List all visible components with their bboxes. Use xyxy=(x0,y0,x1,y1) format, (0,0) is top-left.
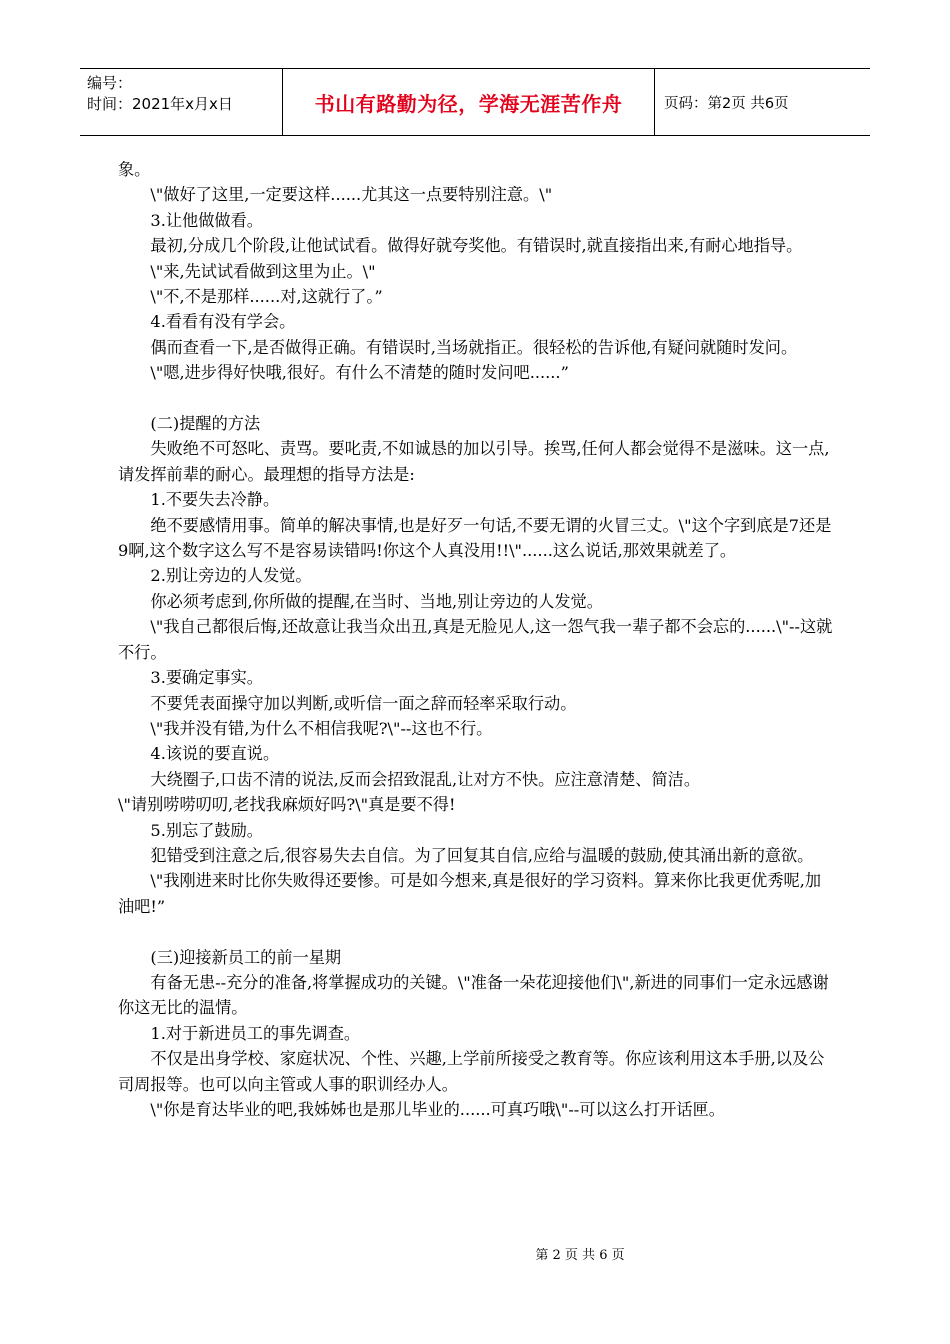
document-number: 编号： xyxy=(87,74,133,92)
paragraph: 不仅是出身学校、家庭状况、个性、兴趣,上学前所接受之教育等。你应该利用这本手册,以及公司周报等。也可以向主管或人事的职训经办人。 xyxy=(118,1049,825,1094)
paragraph: 犯错受到注意之后,很容易失去自信。为了回复其自信,应给与温暖的鼓励,使其涌出新的意欲。 xyxy=(150,845,814,865)
text-line: 象。 xyxy=(118,160,151,179)
list-heading: 4.该说的要直说。 xyxy=(150,744,280,764)
quote-line: \"我自己都很后悔,还故意让我当众出丑,真是无脸见人,这一怨气我一辈子都不会忘的......\"--这就不行。 xyxy=(118,617,833,662)
paragraph: 绝不要感情用事。简单的解决事情,也是好歹一句话,不要无谓的火冒三丈。\"这个字到底是7还是9啊,这个数字这么写不是容易读错吗!你这个人真没用!!\"......这么说话,那效果就差了。 xyxy=(118,515,832,561)
paragraph: 大绕圈子,口齿不清的说法,反而会招致混乱,让对方不快。应注意清楚、简洁。 xyxy=(150,769,701,789)
document-body xyxy=(118,157,834,1122)
header-motto: 书山有路勤为径，学海无涯苦作舟 xyxy=(283,69,655,135)
quote-line: \"我刚进来时比你失败得还要惨。可是如今想来,真是很好的学习资料。算来你比我更优秀呢,加油吧!” xyxy=(118,871,822,916)
quote-line: \"嗯,进步得好快哦,很好。有什么不清楚的随时发问吧......” xyxy=(150,363,569,383)
page-header xyxy=(80,68,870,136)
list-heading: 3.要确定事实。 xyxy=(150,668,263,688)
page-footer: 第 2 页 共 6 页 xyxy=(535,1248,625,1263)
header-meta xyxy=(80,69,283,135)
paragraph: 你必须考虑到,你所做的提醒,在当时、当地,别让旁边的人发觉。 xyxy=(150,591,603,611)
quote-line: \"请别唠唠叨叨,老找我麻烦好吗?\"真是要不得! xyxy=(118,795,456,815)
text-line: \"做好了这里,一定要这样......尤其这一点要特别注意。\" xyxy=(150,185,553,205)
section-heading: (二)提醒的方法 xyxy=(150,414,261,434)
list-heading: 4.看看有没有学会。 xyxy=(150,312,296,332)
paragraph: 有备无患--充分的准备,将掌握成功的关键。\"准备一朵花迎接他们\",新进的同事们一定永远感谢你这无比的温情。 xyxy=(118,972,829,1018)
list-heading: 2.别让旁边的人发觉。 xyxy=(150,566,312,586)
blank-line xyxy=(118,386,834,411)
header-page-number: 页码：第2页 共6页 xyxy=(664,95,789,112)
list-heading: 5.别忘了鼓励。 xyxy=(150,820,263,840)
paragraph: 失败绝不可怒叱、责骂。要叱责,不如诚恳的加以引导。挨骂,任何人都会觉得不是滋味。这一点,请发挥前辈的耐心。最理想的指导方法是: xyxy=(118,439,830,484)
document-date: 时间：2021年x月x日 xyxy=(87,95,233,113)
list-heading: 1.不要失去冷静。 xyxy=(150,490,280,510)
paragraph: 最初,分成几个阶段,让他试试看。做得好就夸奖他。有错误时,就直接指出来,有耐心地指导。 xyxy=(150,236,803,256)
list-heading: 1.对于新进员工的事先调查。 xyxy=(150,1023,361,1043)
list-heading: 3.让他做做看。 xyxy=(150,210,263,230)
quote-line: \"来,先试试看做到这里为止。\" xyxy=(150,261,376,281)
quote-line: \"你是育达毕业的吧,我姊姊也是那儿毕业的......可真巧哦\"--可以这么打开话匣。 xyxy=(150,1100,725,1119)
paragraph: 不要凭表面操守加以判断,或听信一面之辞而轻率采取行动。 xyxy=(150,693,577,713)
paragraph: 偶而查看一下,是否做得正确。有错误时,当场就指正。很轻松的告诉他,有疑问就随时发问。 xyxy=(150,337,798,357)
blank-line xyxy=(118,919,834,944)
section-heading: (三)迎接新员工的前一星期 xyxy=(150,947,342,967)
quote-line: \"我并没有错,为什么不相信我呢?\"--这也不行。 xyxy=(150,718,493,738)
quote-line: \"不,不是那样......对,这就行了。” xyxy=(150,287,383,307)
